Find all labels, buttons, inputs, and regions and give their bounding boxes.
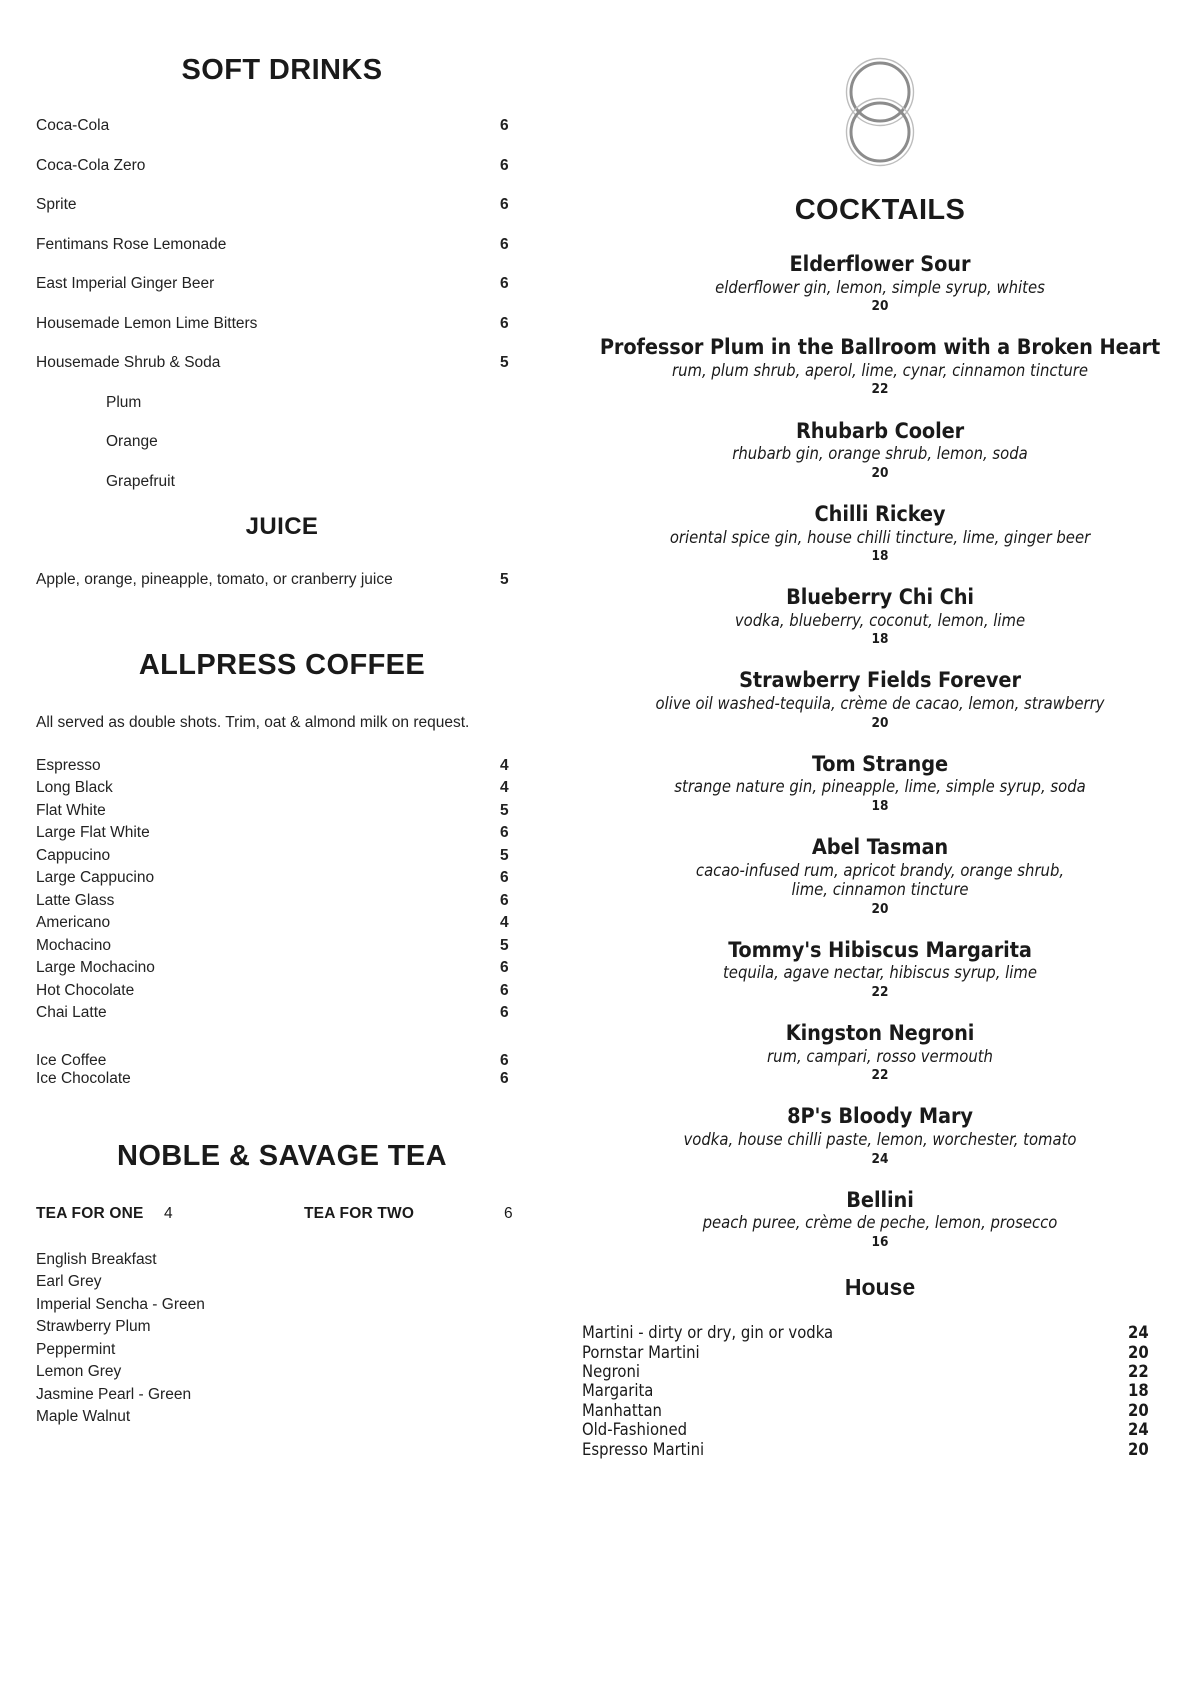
tea-for-two-price: 6 xyxy=(504,1204,513,1222)
juice-title: JUICE xyxy=(245,512,319,540)
item-price: 6 xyxy=(500,156,509,174)
item-price: 6 xyxy=(500,891,509,909)
juice-name: Apple, orange, pineapple, tomato, or cranberry juice xyxy=(36,570,393,588)
house-cocktail-name: Negroni xyxy=(582,1361,641,1381)
coffee-row xyxy=(36,914,528,932)
coffee-list-divider xyxy=(36,1027,528,1052)
house-cocktail-row xyxy=(582,1323,1158,1342)
item-price: 4 xyxy=(500,756,509,774)
item-name: Ice Coffee xyxy=(36,1051,107,1069)
cocktail-name: Rhubarb Cooler xyxy=(795,418,965,444)
soft-drink-row xyxy=(36,354,528,372)
house-cocktail-name: Old-Fashioned xyxy=(582,1420,688,1440)
house-cocktail-row xyxy=(582,1420,1158,1439)
cocktail-name: Strawberry Fields Forever xyxy=(739,668,1021,694)
cocktail-description: rhubarb gin, orange shrub, lemon, soda xyxy=(732,444,1028,464)
cocktail-name: Abel Tasman xyxy=(811,835,949,861)
cocktail-description: elderflower gin, lemon, simple syrup, whites xyxy=(715,277,1045,297)
cocktail-description: rum, plum shrub, aperol, lime, cynar, cinnamon tincture xyxy=(671,360,1088,380)
shrub-flavour-row: Plum xyxy=(106,393,142,411)
item-price: 6 xyxy=(500,981,509,999)
item-price: 5 xyxy=(500,801,509,819)
item-price: 6 xyxy=(500,959,509,976)
item-name: Coca-Cola Zero xyxy=(36,156,146,174)
item-price: 4 xyxy=(500,779,509,796)
right-column xyxy=(560,54,1200,1698)
item-name: Mochacino xyxy=(36,936,111,954)
cocktail-item xyxy=(570,503,1190,564)
cocktail-name: Chilli Rickey xyxy=(814,501,946,527)
item-price: 5 xyxy=(500,354,509,371)
cocktail-item xyxy=(570,669,1190,730)
cocktail-price: 20 xyxy=(871,714,889,731)
house-cocktail-name: Pornstar Martini xyxy=(582,1342,700,1362)
house-cocktail-price: 24 xyxy=(1128,1323,1149,1343)
item-price: 6 xyxy=(500,235,509,253)
juice-section xyxy=(36,513,528,589)
cocktails-title: COCKTAILS xyxy=(794,194,966,226)
soft-drink-row xyxy=(36,157,528,175)
cocktail-item xyxy=(570,253,1190,314)
house-title: House xyxy=(844,1274,916,1301)
juice-price: 5 xyxy=(500,570,509,588)
house-cocktail-price: 24 xyxy=(1128,1420,1149,1440)
coffee-row xyxy=(36,982,528,1000)
item-name: Large Cappucino xyxy=(36,869,155,886)
cocktail-price: 18 xyxy=(871,631,889,648)
item-price: 6 xyxy=(500,196,509,213)
house-cocktail-price: 22 xyxy=(1128,1361,1149,1381)
soft-drink-row xyxy=(36,315,528,333)
item-price: 6 xyxy=(500,1051,509,1069)
tea-row: Peppermint xyxy=(36,1340,116,1358)
house-cocktail-price: 20 xyxy=(1128,1342,1149,1362)
coffee-row xyxy=(36,847,528,865)
house-cocktail-row xyxy=(582,1440,1158,1459)
soft-drink-row xyxy=(36,236,528,254)
house-cocktail-row xyxy=(582,1381,1158,1400)
item-price: 6 xyxy=(500,824,509,841)
coffee-row xyxy=(36,937,528,955)
soft-drink-row xyxy=(36,117,528,135)
house-cocktail-name: Margarita xyxy=(582,1381,654,1401)
coffee-row xyxy=(36,757,528,775)
cocktail-item xyxy=(570,939,1190,1000)
cocktail-description: strange nature gin, pineapple, lime, simple syrup, soda xyxy=(674,777,1086,797)
house-cocktail-row xyxy=(582,1362,1158,1381)
soft-drinks-title: SOFT DRINKS xyxy=(181,54,383,86)
item-name: Sprite xyxy=(36,196,77,213)
cocktail-item xyxy=(570,753,1190,814)
item-price: 6 xyxy=(500,1069,509,1087)
tea-title: NOBLE & SAVAGE TEA xyxy=(117,1139,447,1172)
iced-coffee-list xyxy=(36,1052,528,1088)
item-name: East Imperial Ginger Beer xyxy=(36,275,215,292)
house-cocktail-price: 20 xyxy=(1128,1439,1149,1459)
cocktail-description: olive oil washed-tequila, crème de cacao, lemon, strawberry xyxy=(655,694,1105,714)
item-name: Housemade Shrub & Soda xyxy=(36,354,221,371)
cocktail-item xyxy=(570,586,1190,647)
cocktail-description: oriental spice gin, house chilli tincture, lime, ginger beer xyxy=(669,527,1091,547)
coffee-row xyxy=(36,824,528,842)
cocktail-name: Bellini xyxy=(846,1187,914,1213)
coffee-row xyxy=(36,802,528,820)
left-column xyxy=(0,54,560,1698)
cocktail-price: 20 xyxy=(871,298,889,315)
cocktail-item xyxy=(570,1189,1190,1250)
cocktail-description: cacao-infused rum, apricot brandy, orange shrub, lime, cinnamon tincture xyxy=(695,860,1065,900)
house-cocktail-row xyxy=(582,1401,1158,1420)
cocktail-name: Tommy's Hibiscus Margarita xyxy=(728,937,1032,963)
item-name: Ice Chocolate xyxy=(36,1069,131,1087)
cocktail-price: 22 xyxy=(871,381,889,398)
tea-row: Maple Walnut xyxy=(36,1408,131,1425)
tea-row: Strawberry Plum xyxy=(36,1318,151,1335)
tea-row: Imperial Sencha - Green xyxy=(36,1295,205,1313)
item-name: Long Black xyxy=(36,779,113,796)
item-price: 5 xyxy=(500,846,509,864)
cocktail-price: 24 xyxy=(871,1150,889,1167)
cocktail-price: 16 xyxy=(871,1233,889,1250)
item-price: 6 xyxy=(500,117,509,134)
coffee-row xyxy=(36,959,528,977)
coffee-row xyxy=(36,869,528,887)
item-name: Latte Glass xyxy=(36,891,115,909)
cocktail-price: 20 xyxy=(871,464,889,481)
tea-row: Lemon Grey xyxy=(36,1363,122,1380)
item-name: Hot Chocolate xyxy=(36,981,135,999)
tea-list xyxy=(36,1251,528,1427)
tea-for-two-label: TEA FOR TWO xyxy=(304,1204,415,1222)
cocktail-item xyxy=(570,420,1190,481)
house-cocktail-name: Manhattan xyxy=(582,1400,662,1420)
coffee-list xyxy=(36,757,528,1023)
item-name: Fentimans Rose Lemonade xyxy=(36,235,227,253)
item-name: Large Mochacino xyxy=(36,959,155,976)
figure-eight-logo-icon xyxy=(834,56,926,168)
house-cocktail-name: Martini - dirty or dry, gin or vodka xyxy=(582,1323,834,1343)
iced-coffee-row xyxy=(36,1052,528,1070)
juice-row xyxy=(36,571,528,589)
cocktail-item xyxy=(570,336,1190,397)
cocktail-name: 8P's Bloody Mary xyxy=(787,1104,973,1130)
cocktail-description: peach puree, crème de peche, lemon, prosecco xyxy=(702,1213,1058,1233)
item-name: Coca-Cola xyxy=(36,117,110,134)
item-name: Large Flat White xyxy=(36,824,150,841)
tea-row: English Breakfast xyxy=(36,1250,157,1268)
tea-price-row xyxy=(36,1205,528,1223)
item-price: 5 xyxy=(500,936,509,954)
cocktail-price: 20 xyxy=(871,900,889,917)
coffee-row xyxy=(36,1004,528,1022)
coffee-title: ALLPRESS COFFEE xyxy=(138,648,426,681)
item-name: Flat White xyxy=(36,801,106,819)
cocktail-item xyxy=(570,1022,1190,1083)
cocktail-description: vodka, house chilli paste, lemon, worchester, tomato xyxy=(683,1130,1077,1150)
coffee-row xyxy=(36,892,528,910)
tea-row: Earl Grey xyxy=(36,1273,102,1290)
house-list xyxy=(570,1323,1190,1459)
cocktail-name: Elderflower Sour xyxy=(789,252,971,277)
item-price: 6 xyxy=(500,275,509,292)
cocktail-name: Professor Plum in the Ballroom with a Broken Heart xyxy=(599,335,1161,361)
item-price: 6 xyxy=(500,1004,509,1021)
coffee-note: All served as double shots. Trim, oat & almond milk on request. xyxy=(36,713,470,731)
item-name: Housemade Lemon Lime Bitters xyxy=(36,314,258,332)
tea-for-one-price: 4 xyxy=(164,1204,173,1222)
coffee-row xyxy=(36,779,528,797)
cocktail-item xyxy=(570,1105,1190,1166)
item-price: 6 xyxy=(500,314,509,332)
item-name: Chai Latte xyxy=(36,1004,107,1021)
cocktail-price: 22 xyxy=(871,983,889,1000)
cocktail-name: Blueberry Chi Chi xyxy=(786,585,974,611)
cocktail-description: vodka, blueberry, coconut, lemon, lime xyxy=(734,610,1026,630)
cocktail-price: 18 xyxy=(871,548,889,564)
cocktail-price: 18 xyxy=(871,797,889,814)
item-name: Espresso xyxy=(36,756,101,774)
house-cocktail-name: Espresso Martini xyxy=(582,1439,705,1459)
logo-container xyxy=(570,54,1190,176)
item-name: Cappucino xyxy=(36,846,111,864)
cocktail-list xyxy=(570,253,1190,1250)
house-cocktail-price: 18 xyxy=(1128,1381,1149,1401)
soft-drink-row xyxy=(36,275,528,293)
cocktail-name: Tom Strange xyxy=(812,751,948,777)
shrub-flavour-row: Orange xyxy=(106,433,158,450)
cocktail-item xyxy=(570,836,1190,917)
cocktail-description: tequila, agave nectar, hibiscus syrup, lime xyxy=(722,963,1037,983)
soft-drink-row xyxy=(36,196,528,214)
item-price: 4 xyxy=(500,914,509,931)
tea-for-one-label: TEA FOR ONE xyxy=(36,1204,144,1222)
house-cocktail-price: 20 xyxy=(1128,1400,1149,1420)
house-cocktail-row xyxy=(582,1343,1158,1362)
tea-row: Jasmine Pearl - Green xyxy=(36,1385,192,1403)
cocktail-price: 22 xyxy=(871,1067,889,1084)
shrub-flavour-row: Grapefruit xyxy=(106,472,175,490)
item-name: Americano xyxy=(36,914,111,931)
cocktail-description: rum, campari, rosso vermouth xyxy=(767,1046,993,1066)
soft-drinks-list xyxy=(36,117,528,491)
cocktail-name: Kingston Negroni xyxy=(785,1021,975,1047)
iced-coffee-row xyxy=(36,1070,528,1088)
item-price: 6 xyxy=(500,869,509,886)
